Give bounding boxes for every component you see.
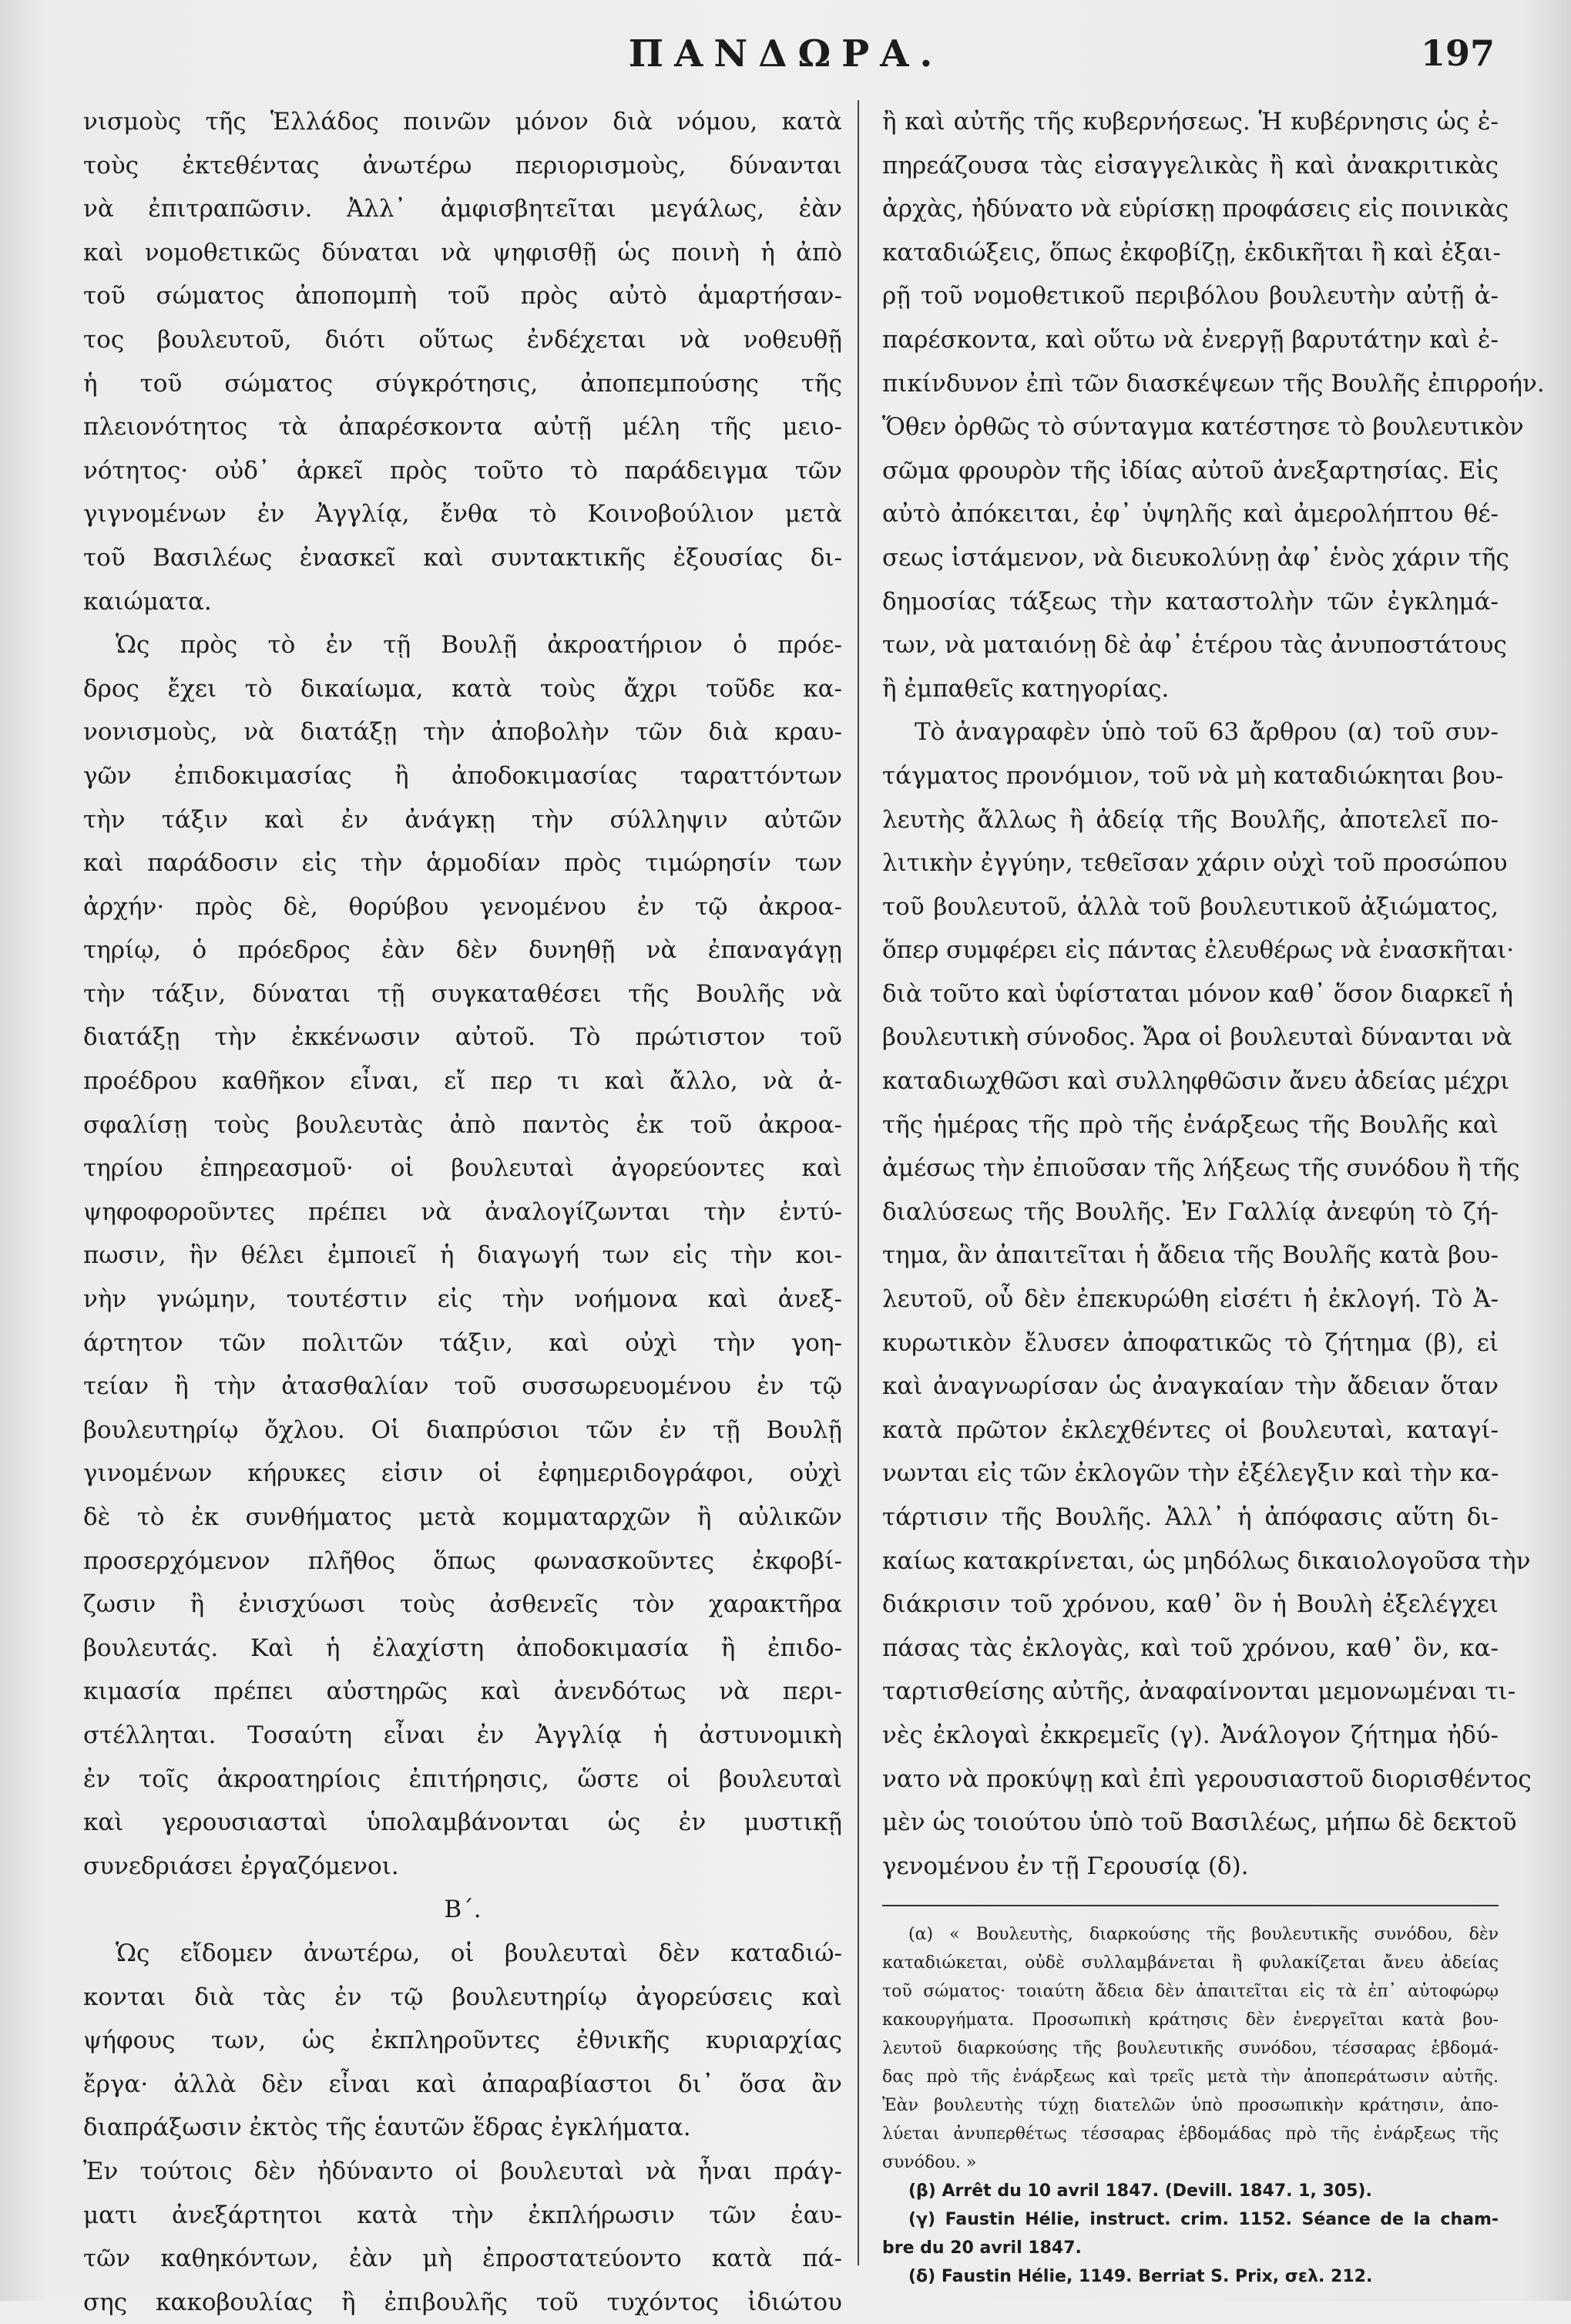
text-line: ἀρχὰς, ἠδύνατο νὰ εὑρίσκῃ προφάσεις εἰς ποινικὰς <box>882 195 1509 223</box>
text-line: καταδιώξεις, ὅπως ἐκφοβίζῃ, ἐκδικῆται ἢ καὶ ἐξαι- <box>882 238 1501 267</box>
text-line: διατάξῃ τὴν ἐκκένωσιν αὐτοῦ. Τὸ πρώτιστον τοῦ <box>83 1023 842 1052</box>
text-line: πικίνδυνον ἐπὶ τῶν διασκέψεων τῆς Βουλῆς ἐπιρροήν. <box>882 369 1545 398</box>
text-line: των, νὰ ματαιόνῃ δὲ ἀφ᾽ ἑτέρου τὰς ἀνυποστάτους <box>882 631 1507 660</box>
text-line: διαλύσεως τῆς Βουλῆς. Ἐν Γαλλίᾳ ἀνεφύη τὸ ζή- <box>882 1197 1499 1226</box>
text-line: ζωσιν ἢ ἐνισχύωσι τοὺς ἀσθενεῖς τὸν χαρακτῆρα <box>83 1590 842 1619</box>
text-line: τοῦ Βασιλέως ἐνασκεῖ καὶ συντακτικῆς ἐξουσίας δι- <box>83 543 842 572</box>
text-line: σης κακοβουλίας ἢ ἐπιβουλῆς τοῦ τυχόντος ἰδιώτου <box>83 2288 842 2316</box>
text-line: νὲς ἐκλογαὶ ἐκκρεμεῖς (γ). Ἀνάλογον ζήτημα ἠδύ- <box>882 1721 1499 1749</box>
text-line: τοῦ βουλευτοῦ, ἀλλὰ τοῦ βουλευτικοῦ ἀξιώματος, <box>882 892 1499 921</box>
text-line: δὲ τὸ ἐκ συνθήματος μετὰ κομματαρχῶν ἢ αὐλικῶν <box>83 1503 842 1531</box>
footnote-line: λύεται ἀνυπερθέτως τέσσαρας ἑβδομάδας πρὸ τῆς ἐνάρξεως τῆς <box>882 2124 1499 2144</box>
text-line: Ὡς εἴδομεν ἀνωτέρω, οἱ βουλευταὶ δὲν καταδιώ- <box>116 1939 842 1967</box>
text-line: νονισμοὺς, νὰ διατάξῃ τὴν ἀποβολὴν τῶν διὰ κραυ- <box>83 718 842 747</box>
text-line: τείαν ἢ τὴν ἀτασθαλίαν τοῦ συσσωρευομένου ἐν τῷ <box>83 1372 842 1401</box>
text-line: κονται διὰ τὰς ἐν τῷ βουλευτηρίῳ ἀγορεύσεις καὶ <box>83 1983 842 2011</box>
text-line: κιμασία πρέπει αὐστηρῶς καὶ ἀνενδότως νὰ περι- <box>83 1678 842 1706</box>
column-divider <box>858 100 859 2265</box>
text-line: Ἐν τούτοις δὲν ἠδύναντο οἱ βουλευταὶ νὰ ἦναι πράγ- <box>83 2157 842 2185</box>
text-line: μὲν ὡς τοιούτου ὑπὸ τοῦ Βασιλέως, μήπω δὲ δεκτοῦ <box>882 1808 1517 1837</box>
text-line: νατο νὰ προκύψῃ καὶ ἐπὶ γερουσιαστοῦ διορισθέντος <box>882 1765 1532 1793</box>
footnote-line: λευτοῦ διαρκούσης τῆς βουλευτικῆς συνόδου, τέσσαρας ἑβδομά- <box>882 2039 1499 2059</box>
text-line: βουλευτάς. Καὶ ἡ ἐλαχίστη ἀποδοκιμασία ἢ ἐπιδο- <box>83 1634 842 1662</box>
text-line: καίως κατακρίνεται, ὡς μηδόλως δικαιολογοῦσα τὴν <box>882 1547 1531 1575</box>
footnote-line: Ἐὰν βουλευτὴς τύχῃ διατελῶν ὑπὸ προσωπικὴν κράτησιν, ἀπο- <box>882 2096 1499 2116</box>
text-line: δημοσίας τάξεως τὴν καταστολὴν τῶν ἐγκλημά- <box>882 587 1499 616</box>
text-line: ἔργα· ἀλλὰ δὲν εἶναι καὶ ἀπαραβίαστοι δι᾽ ὅσα ἂν <box>83 2070 842 2098</box>
right-column-body <box>882 100 1545 1888</box>
text-line: νότητος· οὐδ᾽ ἀρκεῖ πρὸς τοῦτο τὸ παράδειγμα τῶν <box>83 456 842 485</box>
text-line: αὐτὸ ἀπόκειται, ἐφ᾽ ὑψηλῆς καὶ ἀμερολήπτου θέ- <box>882 500 1499 529</box>
text-line: τοῦ σώματος ἀποπομπὴ τοῦ πρὸς αὐτὸ ἁμαρτήσαν- <box>83 282 842 311</box>
text-line: ἐν τοῖς ἀκροατηρίοις ἐπιτήρησις, ὥστε οἱ βουλευταὶ <box>83 1765 842 1793</box>
text-line: λιτικὴν ἐγγύην, τεθεῖσαν χάριν οὐχὶ τοῦ προσώπου <box>882 849 1508 878</box>
text-line: πηρεάζουσα τὰς εἰσαγγελικὰς ἢ καὶ ἀνακριτικὰς <box>882 151 1499 180</box>
footnote-line: (α) « Βουλευτὴς, διαρκούσης τῆς βουλευτικῆς συνόδου, δὲν <box>908 1925 1499 1945</box>
text-line: Ὅθεν ὀρθῶς τὸ σύνταγμα κατέστησε τὸ βουλευτικὸν <box>882 413 1524 442</box>
text-line: πάσας τὰς ἐκλογὰς, καὶ τοῦ χρόνου, καθ᾽ ὃν, κα- <box>882 1634 1499 1662</box>
text-line: τάρτισιν τῆς Βουλῆς. Ἀλλ᾽ ἡ ἀπόφασις αὕτη δι- <box>882 1503 1499 1531</box>
text-line: παρέσκοντα, καὶ οὕτω νὰ ἐνεργῇ βαρυτάτην καὶ ἐ- <box>882 325 1499 354</box>
text-line: άρτητον τῶν πολιτῶν τάξιν, καὶ οὐχὶ τὴν γοη- <box>83 1328 842 1357</box>
footnote-rule <box>882 1905 1499 1906</box>
text-line: στέλληται. Τοσαύτη εἶναι ἐν Ἀγγλίᾳ ἡ ἀστυνομικὴ <box>83 1721 842 1749</box>
text-line: ἢ ἐμπαθεῖς κατηγορίας. <box>882 674 1170 703</box>
text-line: ψηφοφοροῦντες πρέπει νὰ ἀναλογίζωνται τὴν ἐντύ- <box>83 1197 842 1226</box>
text-line: ἀμέσως τὴν ἐπιοῦσαν τῆς λήξεως τῆς συνόδου ἢ τῆς <box>882 1154 1520 1183</box>
footnotes <box>882 1920 1499 2291</box>
text-line: διαπράξωσιν ἐκτὸς τῆς ἑαυτῶν ἕδρας ἐγκλήματα. <box>83 2114 691 2142</box>
left-text-column <box>83 100 842 2324</box>
text-line: καταδιωχθῶσι καὶ συλληφθῶσιν ἄνευ ἀδείας μέχρι <box>882 1067 1510 1096</box>
text-line: ὅπερ συμφέρει εἰς πάντας ἐλευθέρως νὰ ἐνασκῆται· <box>882 936 1515 965</box>
running-head <box>77 32 1495 86</box>
text-line: διάκρισιν τοῦ χρόνου, καθ᾽ ὃν ἡ Βουλὴ ἐξελέγχει <box>882 1590 1499 1619</box>
text-line: γιγνομένων ἐν Ἀγγλίᾳ, ἔνθα τὸ Κοινοβούλιον μετὰ <box>83 500 842 529</box>
text-line: λευτοῦ, οὗ δὲν ἐπεκυρώθη εἰσέτι ἡ ἐκλογή. Τὸ Ἀ- <box>882 1285 1499 1314</box>
text-line: τος βουλευτοῦ, διότι οὕτως ἐνδέχεται νὰ νοθευθῇ <box>83 325 842 354</box>
text-line: σφαλίσῃ τοὺς βουλευτὰς ἀπὸ παντὸς ἐκ τοῦ ἀκροα- <box>83 1110 842 1139</box>
footnote-line: (γ) Faustin Hélie, instruct. crim. 1152. Séance de la cham- <box>908 2210 1499 2230</box>
text-line: καὶ ἀναγνωρίσαν ὡς ἀναγκαίαν τὴν ἄδειαν ὅταν <box>882 1372 1499 1401</box>
text-line: ἡ τοῦ σώματος σύγκρότησις, ἀποπεμπούσης τῆς <box>83 369 842 398</box>
text-line: τοὺς ἐκτεθέντας ἀνωτέρω περιορισμοὺς, δύνανται <box>83 151 842 180</box>
text-line: κυρωτικὸν ἔλυσεν ἀποφατικῶς τὸ ζήτημα (β), εἰ <box>882 1328 1499 1357</box>
text-line: βουλευτικὴ σύνοδος. Ἄρα οἱ βουλευταὶ δύνανται νὰ <box>882 1023 1512 1052</box>
text-line: νὰ ἐπιτραπῶσιν. Ἀλλ᾽ ἀμφισβητεῖται μεγάλως, ἐὰν <box>83 195 842 223</box>
footnote-line: κακουργήματα. Προσωπικὴ κράτησις δὲν ἐνεργεῖται κατὰ βου- <box>882 2010 1499 2030</box>
page-number: 197 <box>1420 32 1495 74</box>
text-line: συνεδριάσει ἐργαζόμενοι. <box>83 1852 399 1880</box>
text-line: νὴν γνώμην, τουτέστιν εἰς τὴν νοήμονα καὶ ἀνεξ- <box>83 1285 842 1314</box>
text-line: τὴν τάξιν, δύναται τῇ συγκαταθέσει τῆς Βουλῆς νὰ <box>83 979 842 1008</box>
footnote-line: (δ) Faustin Hélie, 1149. Berriat S. Prix, σελ. 212. <box>908 2267 1373 2287</box>
text-line: βουλευτηρίῳ ὄχλου. Οἱ διαπρύσιοι τῶν ἐν τῇ Βουλῇ <box>83 1416 842 1444</box>
text-line: κατὰ πρῶτον ἐκλεχθέντες οἱ βουλευταὶ, καταγί- <box>882 1416 1499 1444</box>
footnote-line: συνόδου. » <box>882 2153 977 2173</box>
text-line: ψήφους των, ὡς ἐκπληροῦντες ἐθνικῆς κυριαρχίας <box>83 2027 842 2055</box>
text-line: σεως ἱστάμενον, νὰ διευκολύνῃ ἀφ᾽ ἑνὸς χάριν τῆς <box>882 543 1509 572</box>
text-line: διὰ τοῦτο καὶ ὑφίσταται μόνον καθ᾽ ὅσον διαρκεῖ ἡ <box>882 979 1513 1008</box>
text-line: πωσιν, ἣν θέλει ἐμποιεῖ ἡ διαγωγή των εἰς τὴν κοι- <box>83 1241 842 1270</box>
text-line: Ὡς πρὸς τὸ ἐν τῇ Βουλῇ ἀκροατήριον ὁ πρόε- <box>116 631 842 660</box>
footnote-line: (β) Arrêt du 10 avril 1847. (Devill. 1847. 1, 305). <box>908 2181 1372 2201</box>
text-line: νωνται εἰς τῶν ἐκλογῶν τὴν ἐξέλεγξιν καὶ τὴν κα- <box>882 1459 1499 1488</box>
footnote-line: bre du 20 avril 1847. <box>882 2238 1082 2259</box>
footnote-line: τοῦ σώματος· τοιαύτη ἄδεια δὲν ἀπαιτεῖται εἰς τὰ ἐπ᾽ αὐτοφώρῳ <box>882 1982 1499 2002</box>
text-line: τηρίου ἐπηρεασμοῦ· οἱ βουλευταὶ ἀγορεύοντες καὶ <box>83 1154 842 1183</box>
footnote-line: καταδιώκεται, οὐδὲ συλλαμβάνεται ἢ φυλακίζεται ἄνευ ἀδείας <box>882 1953 1499 1973</box>
text-line: τὴν τάξιν καὶ ἐν ἀνάγκῃ τὴν σύλληψιν αὐτῶν <box>83 805 842 834</box>
text-line: νισμοὺς τῆς Ἑλλάδος ποινῶν μόνον διὰ νόμου, κατὰ <box>83 108 842 136</box>
text-line: ἢ καὶ αὐτῆς τῆς κυβερνήσεως. Ἡ κυβέρνησις ὡς ἐ- <box>882 108 1499 136</box>
text-line: τημα, ἂν ἀπαιτεῖται ἡ ἄδεια τῆς Βουλῆς κατὰ βου- <box>882 1241 1499 1270</box>
text-line: ρῇ τοῦ νομοθετικοῦ περιβόλου βουλευτὴν αὐτῇ ἀ- <box>882 282 1499 311</box>
text-line: πλειονότητος τὰ ἀπαρέσκοντα αὐτῇ μέλη τῆς μειο- <box>83 413 842 442</box>
text-line: καὶ παράδοσιν εἰς τὴν ἁρμοδίαν πρὸς τιμώρησίν των <box>83 849 842 878</box>
text-line: προσερχόμενον πλῆθος ὅπως φωνασκοῦντες ἐκφοβί- <box>83 1547 842 1575</box>
text-line: σῶμα φρουρὸν τῆς ἰδίας αὐτοῦ ἀνεξαρτησίας. Εἰς <box>882 456 1499 485</box>
text-line: καὶ νομοθετικῶς δύναται νὰ ψηφισθῇ ὡς ποινὴ ἡ ἀπὸ <box>83 238 842 267</box>
footnote-line: δας πρὸ τῆς ἐνάρξεως καὶ τρεῖς μετὰ τὴν ἀποπεράτωσιν αὐτῆς. <box>882 2067 1499 2087</box>
text-line: ἀρχήν· πρὸς δὲ, θορύβου γενομένου ἐν τῷ ἀκροα- <box>83 892 842 921</box>
right-text-column <box>882 100 1545 2291</box>
text-line: τηρίῳ, ὁ πρόεδρος ἐὰν δὲν δυνηθῇ νὰ ἐπαναγάγῃ <box>83 936 842 965</box>
text-line: γενομένου ἐν τῇ Γερουσίᾳ (δ). <box>882 1852 1249 1880</box>
text-line: Τὸ ἀναγραφὲν ὑπὸ τοῦ 63 ἄρθρου (α) τοῦ συν- <box>915 718 1499 747</box>
text-line: γῶν ἐπιδοκιμασίας ἢ ἀποδοκιμασίας ταραττόντων <box>83 761 842 790</box>
publication-title: ΠΑΝΔΩΡΑ. <box>628 32 944 76</box>
text-line: τάγματος προνόμιον, τοῦ νὰ μὴ καταδιώκηται βου- <box>882 761 1504 790</box>
text-line: καιώματα. <box>83 587 212 616</box>
text-line: προέδρου καθῆκον εἶναι, εἴ περ τι καὶ ἄλλο, νὰ ἀ- <box>83 1067 842 1096</box>
text-line: δρος ἔχει τὸ δικαίωμα, κατὰ τοὺς ἄχρι τοῦδε κα- <box>83 674 842 703</box>
text-line: γινομένων κήρυκες εἰσιν οἱ ἐφημεριδογράφοι, οὐχὶ <box>83 1459 842 1488</box>
text-line: τῆς ἡμέρας τῆς πρὸ τῆς ἐνάρξεως τῆς Βουλῆς καὶ <box>882 1110 1499 1139</box>
text-line: λευτὴς ἄλλως ἢ ἀδείᾳ τῆς Βουλῆς, ἀποτελεῖ πο- <box>882 805 1499 834</box>
text-line: καὶ γερουσιασταὶ ὑπολαμβάνονται ὡς ἐν μυστικῇ <box>83 1808 842 1837</box>
text-line: τῶν καθηκόντων, ἐὰν μὴ ἐπροστατεύοντο κατὰ πά- <box>83 2245 842 2273</box>
text-line: Β΄. <box>444 1896 482 1924</box>
text-line: ματι ἀνεξάρτητοι κατὰ τὴν ἐκπλήρωσιν τῶν ἑαυ- <box>83 2201 842 2229</box>
text-line: ταρτισθείσης αὐτῆς, ἀναφαίνονται μεμονωμέναι τι- <box>882 1678 1516 1706</box>
